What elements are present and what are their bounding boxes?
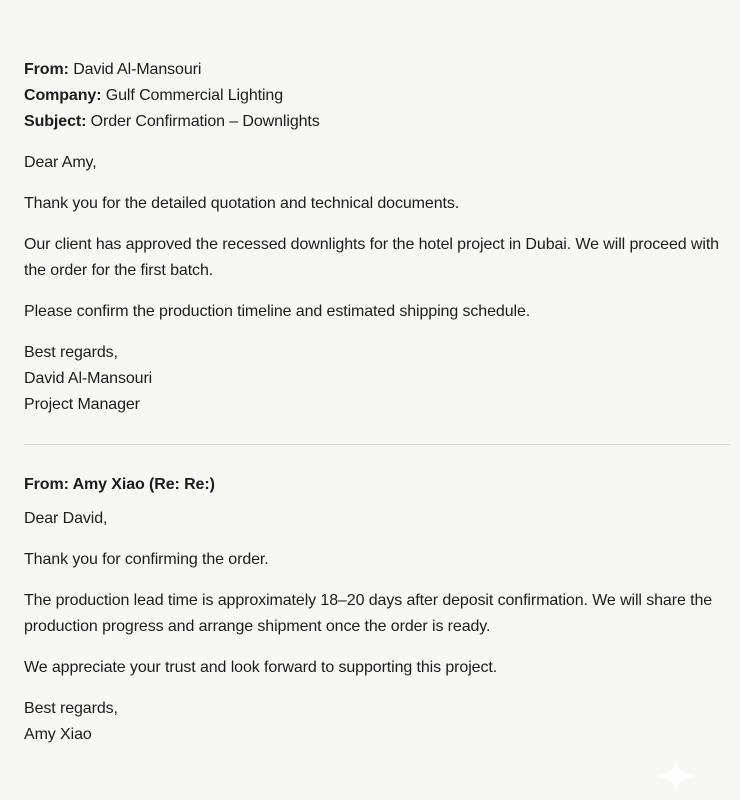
greeting: Dear Amy,	[24, 154, 97, 171]
body-paragraph: We appreciate your trust and look forward to supporting this project.	[24, 659, 498, 676]
from-line	[24, 57, 730, 83]
sparkle-icon	[656, 756, 696, 796]
from-label: From:	[24, 61, 69, 78]
signature-name: David Al-Mansouri	[24, 370, 153, 387]
signature-title: Project Manager	[24, 396, 140, 413]
subject-label: Subject:	[24, 113, 87, 130]
body-paragraph: Thank you for confirming the order.	[24, 551, 269, 568]
email-message-2	[24, 472, 730, 748]
signature-name: Amy Xiao	[24, 726, 92, 743]
email-message-1	[24, 57, 730, 418]
greeting: Dear David,	[24, 510, 108, 527]
company-label: Company:	[24, 87, 102, 104]
from-value: David Al-Mansouri	[68, 61, 202, 78]
closing: Best regards,	[24, 344, 118, 361]
message-divider	[24, 444, 730, 445]
body-paragraph: Thank you for the detailed quotation and technical documents.	[24, 195, 460, 212]
body-paragraph: Please confirm the production timeline and estimated shipping schedule.	[24, 303, 531, 320]
body-paragraph: The production lead time is approximately 18–20 days after deposit confirmation. We will share the production progress and arrange shipment once the order is ready.	[24, 592, 713, 635]
email-thread	[24, 57, 730, 748]
subject-line	[24, 109, 730, 135]
subject-value: Order Confirmation – Downlights	[86, 113, 320, 130]
company-line	[24, 83, 730, 109]
company-value: Gulf Commercial Lighting	[101, 87, 284, 104]
reply-header: From: Amy Xiao (Re: Re:)	[24, 476, 215, 493]
closing: Best regards,	[24, 700, 118, 717]
body-paragraph: Our client has approved the recessed downlights for the hotel project in Dubai. We will proceed with the order for the first batch.	[24, 236, 719, 279]
